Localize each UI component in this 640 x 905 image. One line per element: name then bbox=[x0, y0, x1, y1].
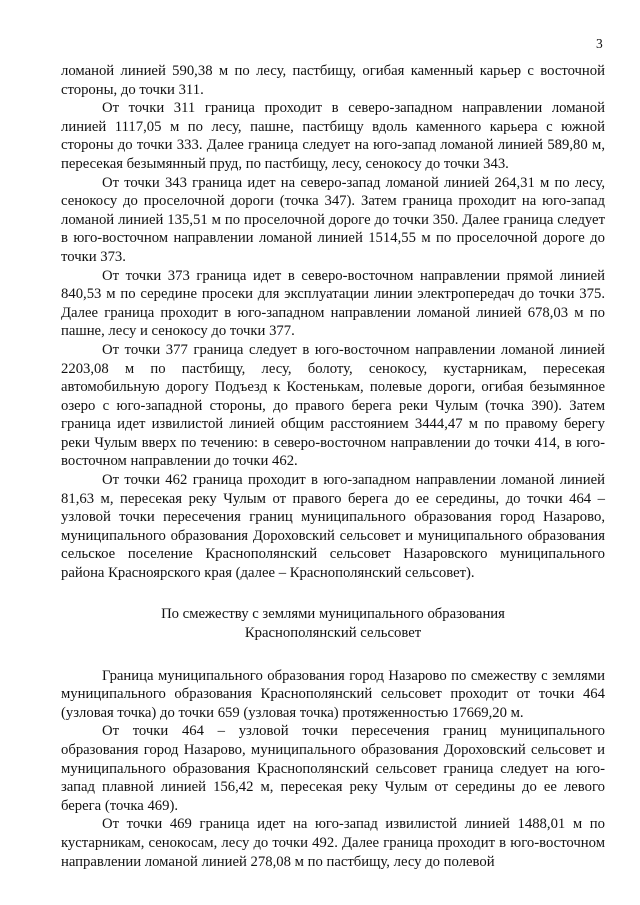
paragraph: От точки 343 граница идет на северо-запад ломаной линией 264,31 м по лесу, сенокосу до проселочной дороги (точка 347). Затем граница проходит на юго-запад ломаной линией 135,51 м по проселочной дороге до точки 350. Далее граница следует в юго-восточном направлении ломаной линией 1514,55 м по проселочной дороге до точки 373. bbox=[61, 174, 605, 265]
paragraph: ломаной линией 590,38 м по лесу, пастбищу, огибая каменный карьер с восточной стороны, до точки 311. bbox=[61, 63, 605, 98]
section-heading bbox=[61, 605, 605, 643]
paragraph: От точки 464 – узловой точки пересечения границ муниципального образования город Назарово, муниципального образования Дороховский сельсовет и муниципального образования Краснополянский сельсовет граница следует на юго-запад плавной линией 156,42 м, пересекая реку Чулым от середины до ее левого берега (точка 469). bbox=[61, 723, 605, 814]
paragraph: От точки 311 граница проходит в северо-западном направлении ломаной линией 1117,05 м по лесу, пашне, пастбищу вдоль каменного карьера с южной стороны до точки 333. Далее граница следует на юго-запад ломаной линией 589,80 м, пересекая безымянный пруд, по пастбищу, лесу, сенокосу до точки 343. bbox=[61, 100, 605, 172]
section-heading-line: По смежеству с землями муниципального образования bbox=[161, 605, 505, 622]
document-body bbox=[61, 62, 605, 871]
paragraph: От точки 377 граница следует в юго-восточном направлении ломаной линией 2203,08 м по пастбищу, лесу, болоту, сенокосу, кустарникам, пересекая автомобильную дорогу Подъезд к Костенькам, полевые дороги, огибая безымянное озеро с юго-западной стороны, до правого берега реки Чулым (точка 390). Затем граница идет извилистой линией общим расстоянием 3444,47 м по правому берегу реки Чулым вверх по течению: в северо-восточном направлении до точки 414, в юго-восточном направлении до точки 462. bbox=[61, 341, 605, 470]
page-number: 3 bbox=[596, 36, 603, 51]
section-heading-line: Краснополянский сельсовет bbox=[244, 624, 422, 641]
paragraph: Граница муниципального образования город Назарово по смежеству с землями муниципального образования Краснополянский сельсовет проходит от точки 464 (узловая точка) до точки 659 (узловая точка) протяженностью 17669,20 м. bbox=[61, 667, 605, 721]
paragraph: От точки 469 граница идет на юго-запад извилистой линией 1488,01 м по кустарникам, сенокосам, лесу до точки 492. Далее граница проходит в юго-восточном направлении ломаной линией 278,08 м по пастбищу, лесу до полевой bbox=[61, 816, 605, 870]
paragraph: От точки 462 граница проходит в юго-западном направлении ломаной линией 81,63 м, пересекая реку Чулым от правого берега до ее середины, до точки 464 – узловой точки пересечения границ муниципального образования город Назарово, муниципального образования Дороховский сельсовет и муниципального образования сельское поселение Краснополянский сельсовет Назаровского муниципального района Красноярского края (далее – Краснополянский сельсовет). bbox=[61, 472, 605, 582]
paragraph: От точки 373 граница идет в северо-восточном направлении прямой линией 840,53 м по середине просеки для эксплуатации линии электропередач до точки 375. Далее граница проходит в юго-западном направлении ломаной линией 678,03 м по пашне, лесу и сенокосу до точки 377. bbox=[61, 267, 605, 340]
